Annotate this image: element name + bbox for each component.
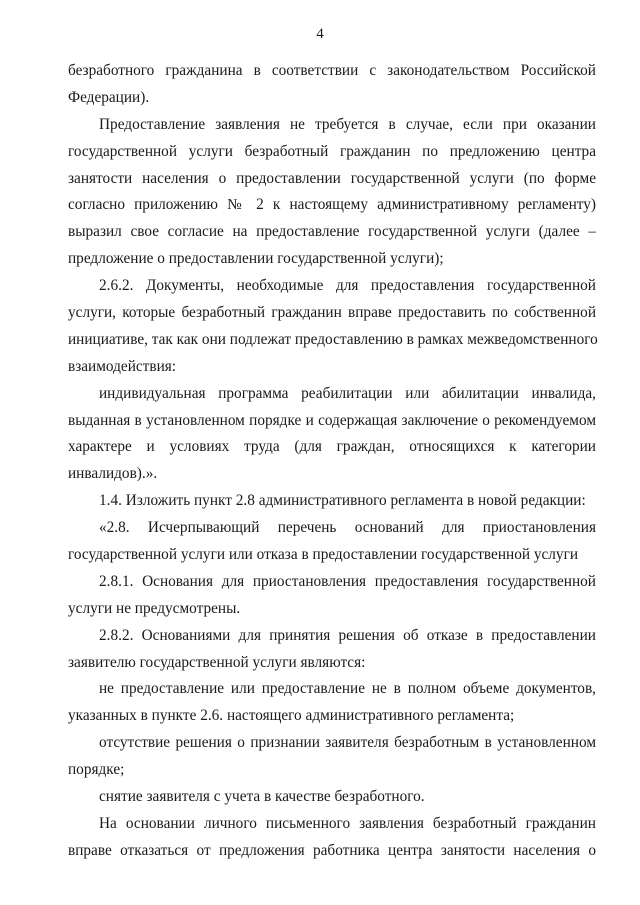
text-line: 1.4. Изложить пункт 2.8 административного регламента в новой редакции: [99, 492, 586, 510]
text-line: услуги, которые безработный гражданин вправе предоставить по собственной [68, 304, 596, 322]
text-line: занятости населения о предоставлении государственной услуги (по форме [68, 169, 596, 187]
text-line: 2.8.1. Основания для приостановления предоставления государственной [99, 572, 596, 590]
text-line: указанных в пункте 2.6. настоящего административного регламента; [68, 707, 515, 725]
text-line: взаимодействия: [68, 357, 177, 375]
text-line: характере и условиях труда (для граждан, относящихся к категории [68, 438, 596, 456]
text-line: снятие заявителя с учета в качестве безработного. [99, 788, 425, 806]
text-line: услуги не предусмотрены. [68, 599, 241, 617]
text-line: согласно приложению № 2 к настоящему административному регламенту) [68, 196, 596, 214]
text-line: предложение о предоставлении государственной услуги); [68, 250, 444, 268]
document-body [68, 58, 596, 865]
text-line: «2.8. Исчерпывающий перечень оснований для приостановления [99, 519, 596, 537]
text-line: Предоставление заявления не требуется в случае, если при оказании [99, 115, 596, 133]
text-line: отсутствие решения о признании заявителя безработным в установленном [99, 734, 596, 752]
text-line: выданная в установленном порядке и содержащая заключение о рекомендуемом [68, 411, 596, 429]
text-line: безработного гражданина в соответствии с законодательством Российской [68, 62, 596, 79]
text-line: 2.8.2. Основаниями для принятия решения об отказе в предоставлении [99, 626, 596, 644]
text-line: вправе отказаться от предложения работника центра занятости населения о [68, 841, 596, 859]
text-line: не предоставление или предоставление не в полном объеме документов, [99, 680, 596, 698]
text-line: порядке; [68, 761, 125, 779]
text-line: На основании личного письменного заявления безработный гражданин [99, 814, 596, 832]
page-number: 4 [316, 26, 324, 42]
text-line: инвалидов).». [68, 465, 158, 483]
text-line: инициативе, так как они подлежат предоставлению в рамках межведомственного [68, 330, 598, 348]
text-line: государственной услуги безработный гражданин по предложению центра [68, 142, 596, 160]
text-line: индивидуальная программа реабилитации или абилитации инвалида, [99, 384, 596, 402]
text-line: выразил свое согласие на предоставление государственной услуги (далее – [68, 223, 596, 241]
text-line: заявителю государственной услуги являются: [68, 653, 366, 671]
text-line: 2.6.2. Документы, необходимые для предоставления государственной [99, 277, 596, 295]
text-line: государственной услуги или отказа в предоставлении государственной услуги [68, 546, 579, 564]
text-line: Федерации). [68, 88, 150, 106]
